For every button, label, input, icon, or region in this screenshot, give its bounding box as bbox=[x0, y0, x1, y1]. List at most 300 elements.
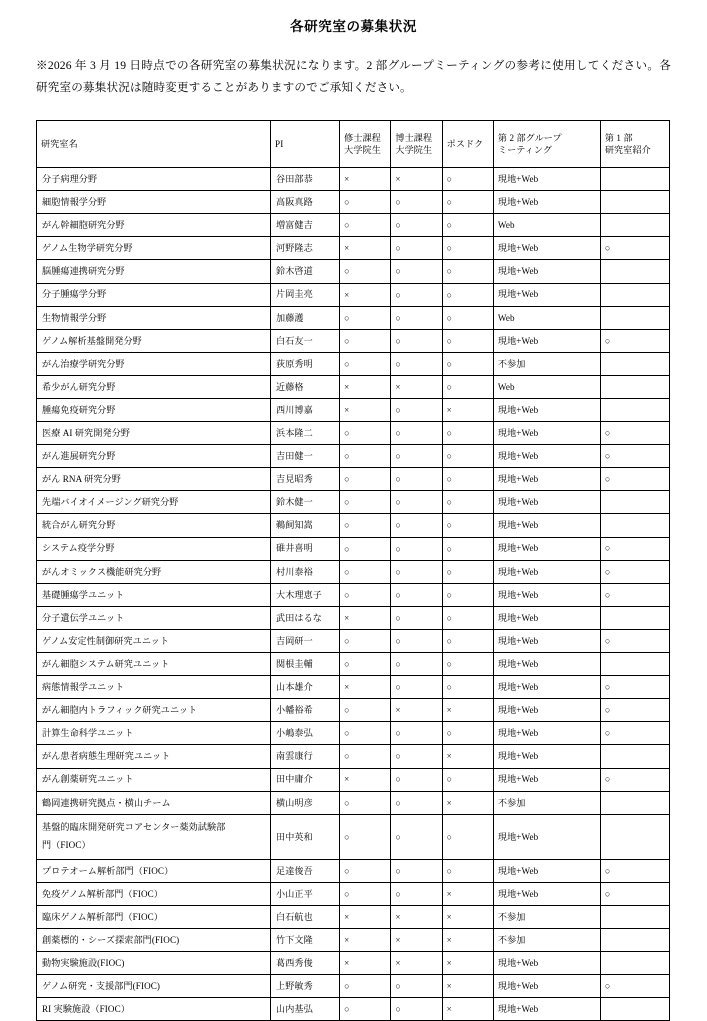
cell-pi-name: 河野隆志 bbox=[271, 237, 340, 260]
table-row bbox=[37, 882, 670, 905]
cell-lab-name: ゲノム安定性制御研究ユニット bbox=[37, 629, 271, 652]
cell-postdoc-status: ○ bbox=[442, 468, 493, 491]
cell-postdoc-status: ○ bbox=[442, 768, 493, 791]
cell-pi-name: 大木理恵子 bbox=[271, 583, 340, 606]
cell-masters-status: × bbox=[340, 237, 391, 260]
table-row bbox=[37, 329, 670, 352]
cell-masters-status: ○ bbox=[340, 583, 391, 606]
cell-lab-name: がん進展研究分野 bbox=[37, 445, 271, 468]
cell-phd-status: ○ bbox=[391, 768, 442, 791]
cell-meeting-format: 現地+Web bbox=[493, 168, 600, 191]
cell-lab-name: がん細胞内トラフィック研究ユニット bbox=[37, 699, 271, 722]
cell-lab-name: 免疫ゲノム解析部門（FIOC） bbox=[37, 882, 271, 905]
cell-meeting-format: 現地+Web bbox=[493, 260, 600, 283]
cell-masters-status: × bbox=[340, 606, 391, 629]
cell-lab-name: 分子遺伝学ユニット bbox=[37, 606, 271, 629]
cell-phd-status: ○ bbox=[391, 329, 442, 352]
cell-meeting-format: 現地+Web bbox=[493, 399, 600, 422]
cell-masters-status: ○ bbox=[340, 722, 391, 745]
cell-lab-name: 分子腫瘍学分野 bbox=[37, 283, 271, 306]
cell-pi-name: 鵜飼知嵩 bbox=[271, 514, 340, 537]
cell-lab-name: 希少がん研究分野 bbox=[37, 375, 271, 398]
cell-phd-status: ○ bbox=[391, 468, 442, 491]
cell-postdoc-status: × bbox=[442, 975, 493, 998]
cell-pi-name: 吉岡研一 bbox=[271, 629, 340, 652]
table-row bbox=[37, 768, 670, 791]
cell-lab-intro-status: ○ bbox=[600, 237, 669, 260]
cell-meeting-format: Web bbox=[493, 214, 600, 237]
cell-pi-name: 小嶋泰弘 bbox=[271, 722, 340, 745]
table-row bbox=[37, 814, 670, 859]
cell-postdoc-status: ○ bbox=[442, 375, 493, 398]
cell-lab-intro-status: ○ bbox=[600, 882, 669, 905]
cell-postdoc-status: ○ bbox=[442, 491, 493, 514]
cell-lab-name: RI 実験施設（FIOC） bbox=[37, 998, 271, 1021]
cell-pi-name: 西川博嘉 bbox=[271, 399, 340, 422]
cell-phd-status: ○ bbox=[391, 214, 442, 237]
cell-lab-intro-status bbox=[600, 214, 669, 237]
cell-pi-name: 谷田部恭 bbox=[271, 168, 340, 191]
cell-phd-status: ○ bbox=[391, 975, 442, 998]
table-row bbox=[37, 491, 670, 514]
cell-postdoc-status: × bbox=[442, 699, 493, 722]
cell-meeting-format: 不参加 bbox=[493, 905, 600, 928]
cell-pi-name: 鈴木健一 bbox=[271, 491, 340, 514]
table-row bbox=[37, 168, 670, 191]
cell-lab-intro-status: ○ bbox=[600, 329, 669, 352]
cell-lab-intro-status bbox=[600, 998, 669, 1021]
cell-masters-status: ○ bbox=[340, 560, 391, 583]
cell-lab-name: 基礎腫瘍学ユニット bbox=[37, 583, 271, 606]
cell-lab-intro-status: ○ bbox=[600, 629, 669, 652]
cell-masters-status: ○ bbox=[340, 791, 391, 814]
cell-meeting-format: 現地+Web bbox=[493, 629, 600, 652]
cell-phd-status: ○ bbox=[391, 583, 442, 606]
cell-meeting-format: 現地+Web bbox=[493, 422, 600, 445]
cell-phd-status: ○ bbox=[391, 491, 442, 514]
cell-postdoc-status: × bbox=[442, 882, 493, 905]
cell-meeting-format: 現地+Web bbox=[493, 768, 600, 791]
cell-lab-name: 先端バイオイメージング研究分野 bbox=[37, 491, 271, 514]
cell-meeting-format: 現地+Web bbox=[493, 468, 600, 491]
cell-postdoc-status: ○ bbox=[442, 814, 493, 859]
cell-postdoc-status: ○ bbox=[442, 191, 493, 214]
cell-lab-name: 臨床ゲノム解析部門（FIOC） bbox=[37, 905, 271, 928]
cell-lab-intro-status bbox=[600, 928, 669, 951]
table-row bbox=[37, 905, 670, 928]
table-row bbox=[37, 399, 670, 422]
table-row bbox=[37, 699, 670, 722]
cell-lab-intro-status: ○ bbox=[600, 537, 669, 560]
cell-postdoc-status: ○ bbox=[442, 722, 493, 745]
cell-postdoc-status: ○ bbox=[442, 283, 493, 306]
cell-phd-status: ○ bbox=[391, 745, 442, 768]
cell-masters-status: × bbox=[340, 676, 391, 699]
cell-meeting-format: 現地+Web bbox=[493, 283, 600, 306]
cell-phd-status: ○ bbox=[391, 791, 442, 814]
cell-lab-name: ゲノム解析基盤開発分野 bbox=[37, 329, 271, 352]
cell-lab-intro-status bbox=[600, 399, 669, 422]
cell-meeting-format: 現地+Web bbox=[493, 191, 600, 214]
page-title: 各研究室の募集状況 bbox=[290, 19, 417, 34]
cell-lab-name: がんオミックス機能研究分野 bbox=[37, 560, 271, 583]
cell-meeting-format: 現地+Web bbox=[493, 882, 600, 905]
cell-pi-name: 片岡圭亮 bbox=[271, 283, 340, 306]
cell-pi-name: 鈴木啓道 bbox=[271, 260, 340, 283]
cell-pi-name: 葛西秀俊 bbox=[271, 952, 340, 975]
cell-meeting-format: Web bbox=[493, 306, 600, 329]
cell-pi-name: 小山正平 bbox=[271, 882, 340, 905]
cell-pi-name: 吉見昭秀 bbox=[271, 468, 340, 491]
cell-lab-intro-status bbox=[600, 491, 669, 514]
cell-meeting-format: 現地+Web bbox=[493, 814, 600, 859]
cell-phd-status: × bbox=[391, 375, 442, 398]
cell-lab-name: がん幹細胞研究分野 bbox=[37, 214, 271, 237]
cell-lab-name: ゲノム生物学研究分野 bbox=[37, 237, 271, 260]
cell-pi-name: 小幡裕希 bbox=[271, 699, 340, 722]
table-row bbox=[37, 791, 670, 814]
cell-pi-name: 村川泰裕 bbox=[271, 560, 340, 583]
cell-lab-name: 統合がん研究分野 bbox=[37, 514, 271, 537]
cell-lab-intro-status: ○ bbox=[600, 560, 669, 583]
cell-lab-intro-status: ○ bbox=[600, 676, 669, 699]
cell-masters-status: × bbox=[340, 768, 391, 791]
table-row bbox=[37, 629, 670, 652]
cell-masters-status: × bbox=[340, 399, 391, 422]
cell-pi-name: 浜本隆二 bbox=[271, 422, 340, 445]
cell-postdoc-status: ○ bbox=[442, 352, 493, 375]
table-row bbox=[37, 537, 670, 560]
cell-lab-intro-status: ○ bbox=[600, 468, 669, 491]
cell-postdoc-status: × bbox=[442, 952, 493, 975]
table-row bbox=[37, 722, 670, 745]
cell-pi-name: 増富健吉 bbox=[271, 214, 340, 237]
cell-meeting-format: 現地+Web bbox=[493, 998, 600, 1021]
cell-masters-status: ○ bbox=[340, 537, 391, 560]
cell-postdoc-status: ○ bbox=[442, 422, 493, 445]
column-header-phd bbox=[391, 121, 442, 168]
cell-lab-intro-status: ○ bbox=[600, 859, 669, 882]
table-row bbox=[37, 445, 670, 468]
cell-phd-status: × bbox=[391, 699, 442, 722]
cell-masters-status: ○ bbox=[340, 352, 391, 375]
cell-lab-name: がん細胞システム研究ユニット bbox=[37, 653, 271, 676]
cell-pi-name: 南雲康行 bbox=[271, 745, 340, 768]
cell-pi-name: 白石航也 bbox=[271, 905, 340, 928]
cell-masters-status: ○ bbox=[340, 998, 391, 1021]
column-header-phd-line1: 博士課程 bbox=[395, 132, 433, 143]
cell-masters-status: ○ bbox=[340, 491, 391, 514]
cell-masters-status: ○ bbox=[340, 859, 391, 882]
cell-phd-status: ○ bbox=[391, 445, 442, 468]
cell-masters-status: ○ bbox=[340, 422, 391, 445]
table-header bbox=[37, 121, 670, 168]
column-header-intro-line1: 第 1 部 bbox=[604, 132, 633, 143]
cell-meeting-format: 現地+Web bbox=[493, 952, 600, 975]
cell-meeting-format: Web bbox=[493, 375, 600, 398]
cell-pi-name: 関根圭輔 bbox=[271, 653, 340, 676]
cell-phd-status: ○ bbox=[391, 399, 442, 422]
table-row bbox=[37, 283, 670, 306]
cell-pi-name: 碓井喜明 bbox=[271, 537, 340, 560]
cell-postdoc-status: × bbox=[442, 791, 493, 814]
table-row bbox=[37, 745, 670, 768]
cell-masters-status: ○ bbox=[340, 653, 391, 676]
cell-postdoc-status: × bbox=[442, 745, 493, 768]
column-header-masters-line1: 修士課程 bbox=[344, 132, 381, 143]
cell-pi-name: 田中庸介 bbox=[271, 768, 340, 791]
column-header-lab: 研究室名 bbox=[37, 121, 271, 168]
cell-masters-status: ○ bbox=[340, 191, 391, 214]
cell-postdoc-status: ○ bbox=[442, 214, 493, 237]
cell-masters-status: × bbox=[340, 375, 391, 398]
cell-phd-status: ○ bbox=[391, 537, 442, 560]
cell-lab-name: 細胞情報学分野 bbox=[37, 191, 271, 214]
recruitment-table bbox=[36, 120, 670, 1021]
cell-phd-status: × bbox=[391, 928, 442, 951]
cell-lab-name: プロテオーム解析部門（FIOC） bbox=[37, 859, 271, 882]
column-header-postdoc bbox=[442, 121, 493, 168]
cell-phd-status: ○ bbox=[391, 882, 442, 905]
cell-postdoc-status: ○ bbox=[442, 606, 493, 629]
cell-lab-intro-status bbox=[600, 191, 669, 214]
column-header-meeting-line2: ミーティング bbox=[497, 145, 553, 156]
cell-masters-status: ○ bbox=[340, 329, 391, 352]
cell-phd-status: ○ bbox=[391, 653, 442, 676]
cell-lab-name: 医療 AI 研究開発分野 bbox=[37, 422, 271, 445]
cell-postdoc-status: ○ bbox=[442, 329, 493, 352]
cell-lab-name: がん治療学研究分野 bbox=[37, 352, 271, 375]
cell-lab-intro-status: ○ bbox=[600, 722, 669, 745]
cell-postdoc-status: ○ bbox=[442, 445, 493, 468]
cell-meeting-format: 不参加 bbox=[493, 928, 600, 951]
cell-lab-name: 鶴岡連携研究拠点・横山チーム bbox=[37, 791, 271, 814]
cell-phd-status: × bbox=[391, 952, 442, 975]
cell-meeting-format: 現地+Web bbox=[493, 329, 600, 352]
cell-lab-intro-status bbox=[600, 168, 669, 191]
cell-lab-name: がん創薬研究ユニット bbox=[37, 768, 271, 791]
cell-phd-status: ○ bbox=[391, 606, 442, 629]
cell-pi-name: 田中英和 bbox=[271, 814, 340, 859]
cell-lab-intro-status: ○ bbox=[600, 445, 669, 468]
cell-lab-intro-status bbox=[600, 260, 669, 283]
cell-postdoc-status: ○ bbox=[442, 676, 493, 699]
cell-postdoc-status: ○ bbox=[442, 168, 493, 191]
cell-meeting-format: 現地+Web bbox=[493, 514, 600, 537]
cell-lab-name: 生物情報学分野 bbox=[37, 306, 271, 329]
cell-masters-status: ○ bbox=[340, 699, 391, 722]
table-row bbox=[37, 422, 670, 445]
cell-lab-intro-status: ○ bbox=[600, 422, 669, 445]
cell-masters-status: × bbox=[340, 168, 391, 191]
cell-phd-status: ○ bbox=[391, 998, 442, 1021]
cell-lab-intro-status: ○ bbox=[600, 699, 669, 722]
column-header-meeting bbox=[493, 121, 600, 168]
cell-pi-name: 吉田健一 bbox=[271, 445, 340, 468]
cell-pi-name: 武田はるな bbox=[271, 606, 340, 629]
table-row bbox=[37, 375, 670, 398]
cell-meeting-format: 不参加 bbox=[493, 791, 600, 814]
cell-lab-name: 脳腫瘍連携研究分野 bbox=[37, 260, 271, 283]
cell-masters-status: ○ bbox=[340, 260, 391, 283]
cell-postdoc-status: ○ bbox=[442, 653, 493, 676]
cell-masters-status: ○ bbox=[340, 745, 391, 768]
cell-postdoc-status: × bbox=[442, 928, 493, 951]
table-row bbox=[37, 583, 670, 606]
cell-meeting-format: 現地+Web bbox=[493, 975, 600, 998]
table-row bbox=[37, 260, 670, 283]
cell-pi-name: 荻原秀明 bbox=[271, 352, 340, 375]
cell-meeting-format: 現地+Web bbox=[493, 237, 600, 260]
cell-meeting-format: 現地+Web bbox=[493, 606, 600, 629]
cell-lab-name: 創薬標的・シーズ探索部門(FIOC) bbox=[37, 928, 271, 951]
cell-lab-intro-status bbox=[600, 283, 669, 306]
cell-lab-intro-status bbox=[600, 814, 669, 859]
table-body bbox=[37, 168, 670, 1021]
cell-pi-name: 足達俊吾 bbox=[271, 859, 340, 882]
cell-phd-status: ○ bbox=[391, 283, 442, 306]
cell-lab-name: がん患者病態生理研究ユニット bbox=[37, 745, 271, 768]
cell-postdoc-status: ○ bbox=[442, 560, 493, 583]
cell-pi-name: 山本雄介 bbox=[271, 676, 340, 699]
cell-phd-status: × bbox=[391, 905, 442, 928]
cell-lab-name: 動物実験施設(FIOC) bbox=[37, 952, 271, 975]
cell-postdoc-status: ○ bbox=[442, 260, 493, 283]
cell-pi-name: 高阪真路 bbox=[271, 191, 340, 214]
column-header-intro bbox=[600, 121, 669, 168]
table-row bbox=[37, 191, 670, 214]
cell-postdoc-status: ○ bbox=[442, 629, 493, 652]
cell-phd-status: ○ bbox=[391, 859, 442, 882]
cell-phd-status: ○ bbox=[391, 306, 442, 329]
column-header-pi: PI bbox=[271, 121, 340, 168]
cell-phd-status: ○ bbox=[391, 814, 442, 859]
cell-meeting-format: 現地+Web bbox=[493, 491, 600, 514]
cell-pi-name: 加藤護 bbox=[271, 306, 340, 329]
cell-phd-status: ○ bbox=[391, 629, 442, 652]
table-row bbox=[37, 214, 670, 237]
cell-masters-status: ○ bbox=[340, 306, 391, 329]
table-row bbox=[37, 606, 670, 629]
cell-postdoc-status: ○ bbox=[442, 583, 493, 606]
cell-meeting-format: 現地+Web bbox=[493, 537, 600, 560]
cell-masters-status: × bbox=[340, 905, 391, 928]
cell-meeting-format: 不参加 bbox=[493, 352, 600, 375]
cell-lab-name: 腫瘍免疫研究分野 bbox=[37, 399, 271, 422]
table-row bbox=[37, 352, 670, 375]
cell-masters-status: × bbox=[340, 928, 391, 951]
cell-lab-intro-status bbox=[600, 352, 669, 375]
table-row bbox=[37, 306, 670, 329]
cell-lab-name bbox=[37, 814, 271, 859]
cell-meeting-format: 現地+Web bbox=[493, 560, 600, 583]
cell-lab-intro-status bbox=[600, 653, 669, 676]
cell-meeting-format: 現地+Web bbox=[493, 699, 600, 722]
cell-postdoc-status: ○ bbox=[442, 237, 493, 260]
cell-lab-name: 計算生命科学ユニット bbox=[37, 722, 271, 745]
cell-phd-status: ○ bbox=[391, 237, 442, 260]
cell-lab-intro-status bbox=[600, 606, 669, 629]
cell-meeting-format: 現地+Web bbox=[493, 722, 600, 745]
table-row bbox=[37, 928, 670, 951]
cell-meeting-format: 現地+Web bbox=[493, 676, 600, 699]
cell-meeting-format: 現地+Web bbox=[493, 745, 600, 768]
cell-phd-status: ○ bbox=[391, 352, 442, 375]
cell-postdoc-status: × bbox=[442, 998, 493, 1021]
cell-phd-status: ○ bbox=[391, 722, 442, 745]
cell-masters-status: ○ bbox=[340, 814, 391, 859]
cell-pi-name: 山内基弘 bbox=[271, 998, 340, 1021]
cell-postdoc-status: ○ bbox=[442, 537, 493, 560]
cell-lab-intro-status bbox=[600, 905, 669, 928]
cell-meeting-format: 現地+Web bbox=[493, 859, 600, 882]
cell-masters-status: ○ bbox=[340, 468, 391, 491]
table-row bbox=[37, 514, 670, 537]
cell-postdoc-status: ○ bbox=[442, 859, 493, 882]
cell-pi-name: 竹下文隆 bbox=[271, 928, 340, 951]
cell-phd-status: ○ bbox=[391, 676, 442, 699]
cell-lab-intro-status: ○ bbox=[600, 583, 669, 606]
cell-postdoc-status: × bbox=[442, 399, 493, 422]
cell-masters-status: ○ bbox=[340, 882, 391, 905]
cell-lab-name-line2: 門（FIOC） bbox=[42, 839, 91, 850]
table-row bbox=[37, 676, 670, 699]
column-header-postdoc-label: ポスドク bbox=[446, 138, 484, 149]
column-header-masters bbox=[340, 121, 391, 168]
table-row bbox=[37, 998, 670, 1021]
column-header-intro-line2: 研究室紹介 bbox=[604, 145, 651, 156]
header-row bbox=[37, 121, 670, 168]
cell-masters-status: ○ bbox=[340, 514, 391, 537]
table-row bbox=[37, 560, 670, 583]
cell-masters-status: × bbox=[340, 952, 391, 975]
cell-lab-intro-status bbox=[600, 745, 669, 768]
cell-lab-intro-status: ○ bbox=[600, 975, 669, 998]
cell-lab-name: 分子病理分野 bbox=[37, 168, 271, 191]
column-header-masters-line2: 大学院生 bbox=[344, 145, 381, 156]
cell-postdoc-status: ○ bbox=[442, 306, 493, 329]
cell-phd-status: × bbox=[391, 168, 442, 191]
cell-masters-status: ○ bbox=[340, 629, 391, 652]
table-row bbox=[37, 859, 670, 882]
cell-lab-name-line1: 基盤的臨床開発研究コアセンター薬効試験部 bbox=[42, 822, 226, 833]
cell-phd-status: ○ bbox=[391, 191, 442, 214]
cell-meeting-format: 現地+Web bbox=[493, 653, 600, 676]
cell-pi-name: 近藤格 bbox=[271, 375, 340, 398]
cell-pi-name: 横山明彦 bbox=[271, 791, 340, 814]
cell-lab-intro-status bbox=[600, 952, 669, 975]
cell-lab-name: 病態情報学ユニット bbox=[37, 676, 271, 699]
cell-lab-name: がん RNA 研究分野 bbox=[37, 468, 271, 491]
cell-masters-status: ○ bbox=[340, 445, 391, 468]
column-header-phd-line2: 大学院生 bbox=[395, 145, 433, 156]
cell-phd-status: ○ bbox=[391, 260, 442, 283]
column-header-meeting-line1: 第 2 部グループ bbox=[497, 132, 562, 143]
table-row bbox=[37, 468, 670, 491]
cell-lab-intro-status: ○ bbox=[600, 768, 669, 791]
cell-lab-intro-status bbox=[600, 514, 669, 537]
cell-postdoc-status: ○ bbox=[442, 514, 493, 537]
cell-meeting-format: 現地+Web bbox=[493, 583, 600, 606]
cell-masters-status: ○ bbox=[340, 975, 391, 998]
intro-note: ※2026 年 3 月 19 日時点での各研究室の募集状況になります。2 部グループミーティングの参考に使用してください。各研究室の募集状況は随時変更することがありますのでご承知ください。 bbox=[36, 58, 671, 95]
cell-lab-intro-status bbox=[600, 375, 669, 398]
cell-phd-status: ○ bbox=[391, 422, 442, 445]
cell-masters-status: × bbox=[340, 283, 391, 306]
cell-lab-intro-status bbox=[600, 306, 669, 329]
table-row bbox=[37, 237, 670, 260]
table-row bbox=[37, 975, 670, 998]
